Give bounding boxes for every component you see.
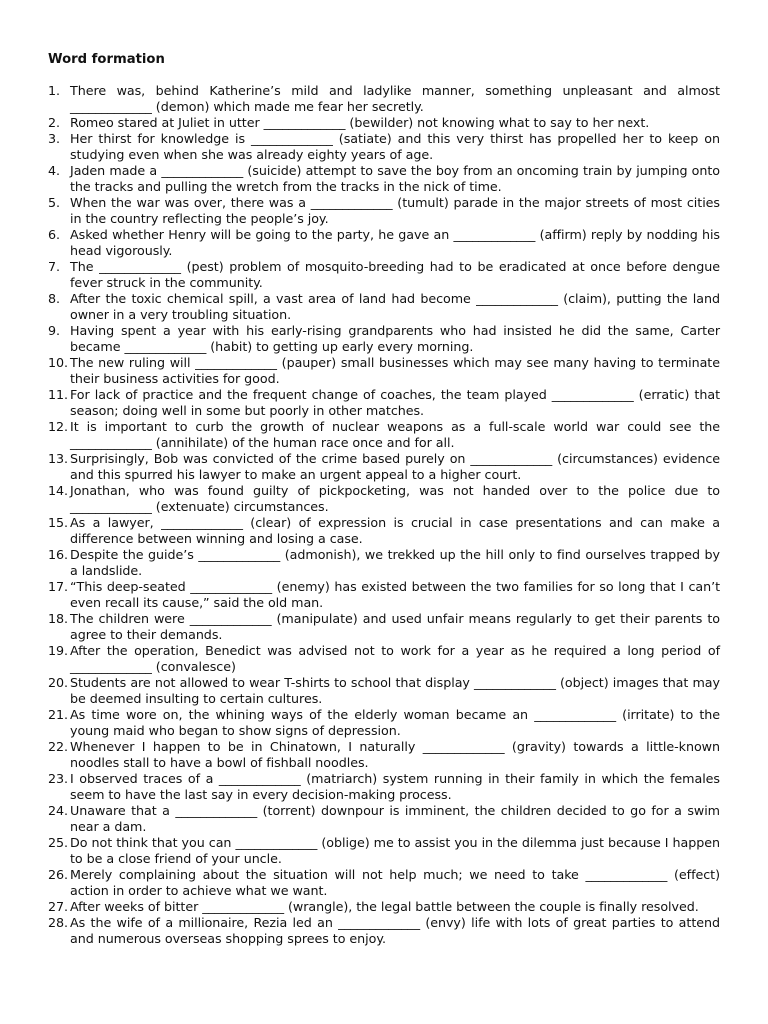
item-number: 13.	[48, 451, 69, 466]
item-text: For lack of practice and the frequent change of coaches, the team played _____________ (erratic) that season; doing well in some but poorly in other matches.	[70, 387, 720, 418]
item-text: As the wife of a millionaire, Rezia led an _____________ (envy) life with lots of great parties to attend and numerous overseas shopping sprees to enjoy.	[70, 915, 720, 946]
item-text: Jaden made a _____________ (suicide) attempt to save the boy from an oncoming train by jumping onto the tracks and pulling the wretch from the tracks in the nick of time.	[70, 163, 720, 194]
exercise-item-19	[48, 643, 720, 675]
item-text: Jonathan, who was found guilty of pickpocketing, was not handed over to the police due to _____________ (extenuate) circumstances.	[70, 483, 720, 514]
item-number: 27.	[48, 899, 69, 914]
item-text: I observed traces of a _____________ (matriarch) system running in their family in which the females seem to have the last say in every decision-making process.	[70, 771, 720, 802]
item-number: 18.	[48, 611, 69, 626]
item-text: As a lawyer, _____________ (clear) of expression is crucial in case presentations and can make a difference between winning and losing a case.	[70, 515, 720, 546]
item-number: 3.	[48, 131, 61, 146]
item-number: 7.	[48, 259, 61, 274]
exercise-item-14	[48, 483, 720, 515]
item-number: 8.	[48, 291, 61, 306]
exercise-item-9	[48, 323, 720, 355]
exercise-item-20	[48, 675, 720, 707]
exercise-item-2	[48, 115, 720, 131]
item-text: Her thirst for knowledge is _____________ (satiate) and this very thirst has propelled her to keep on studying even when she was already eighty years of age.	[70, 131, 720, 162]
exercise-item-25	[48, 835, 720, 867]
item-number: 16.	[48, 547, 69, 562]
item-number: 26.	[48, 867, 69, 882]
exercise-item-6	[48, 227, 720, 259]
exercise-item-17	[48, 579, 720, 611]
exercise-item-16	[48, 547, 720, 579]
item-text: Students are not allowed to wear T-shirts to school that display _____________ (object) images that may be deemed insulting to certain cultures.	[70, 675, 720, 706]
item-text: Do not think that you can _____________ (oblige) me to assist you in the dilemma just because I happen to be a close friend of your uncle.	[70, 835, 720, 866]
item-text: After weeks of bitter _____________ (wrangle), the legal battle between the couple is finally resolved.	[70, 899, 699, 914]
exercise-item-4	[48, 163, 720, 195]
item-text: Whenever I happen to be in Chinatown, I naturally _____________ (gravity) towards a little-known noodles stall to have a bowl of fishball noodles.	[70, 739, 720, 770]
exercise-item-3	[48, 131, 720, 163]
item-number: 10.	[48, 355, 69, 370]
item-text: Romeo stared at Juliet in utter _____________ (bewilder) not knowing what to say to her next.	[70, 115, 650, 130]
exercise-item-7	[48, 259, 720, 291]
item-number: 17.	[48, 579, 69, 594]
item-text: “This deep-seated _____________ (enemy) has existed between the two families for so long that I can’t even recall its cause,” said the old man.	[70, 579, 720, 610]
item-text: There was, behind Katherine’s mild and ladylike manner, something unpleasant and almost _____________ (demon) which made me fear her secretly.	[70, 83, 720, 114]
item-text: After the operation, Benedict was advised not to work for a year as he required a long period of _____________ (convalesce)	[70, 643, 720, 674]
item-number: 21.	[48, 707, 69, 722]
item-number: 1.	[48, 83, 61, 98]
item-number: 20.	[48, 675, 69, 690]
item-text: The _____________ (pest) problem of mosquito-breeding had to be eradicated at once before dengue fever struck in the community.	[70, 259, 720, 290]
item-number: 12.	[48, 419, 69, 434]
exercise-item-10	[48, 355, 720, 387]
exercise-item-11	[48, 387, 720, 419]
exercise-item-18	[48, 611, 720, 643]
item-number: 19.	[48, 643, 69, 658]
item-text: As time wore on, the whining ways of the elderly woman became an _____________ (irritate) to the young maid who began to show signs of depression.	[70, 707, 720, 738]
item-text: When the war was over, there was a _____________ (tumult) parade in the major streets of most cities in the country reflecting the people’s joy.	[70, 195, 720, 226]
exercise-item-5	[48, 195, 720, 227]
item-number: 5.	[48, 195, 61, 210]
item-number: 11.	[48, 387, 69, 402]
item-text: Having spent a year with his early-rising grandparents who had insisted he did the same, Carter became _____________ (habit) to getting up early every morning.	[70, 323, 720, 354]
exercise-item-22	[48, 739, 720, 771]
item-text: The children were _____________ (manipulate) and used unfair means regularly to get their parents to agree to their demands.	[70, 611, 720, 642]
item-number: 4.	[48, 163, 61, 178]
exercise-item-12	[48, 419, 720, 451]
exercise-item-1	[48, 83, 720, 115]
worksheet-title: Word formation	[48, 52, 165, 67]
item-number: 24.	[48, 803, 69, 818]
item-text: Surprisingly, Bob was convicted of the crime based purely on _____________ (circumstances) evidence and this spurred his lawyer to make an urgent appeal to a higher court.	[70, 451, 720, 482]
exercise-item-28	[48, 915, 720, 947]
exercise-list	[48, 83, 720, 947]
item-number: 28.	[48, 915, 69, 930]
item-number: 2.	[48, 115, 61, 130]
item-number: 6.	[48, 227, 61, 242]
item-text: Unaware that a _____________ (torrent) downpour is imminent, the children decided to go for a swim near a dam.	[70, 803, 720, 834]
item-number: 22.	[48, 739, 69, 754]
exercise-item-27	[48, 899, 720, 915]
exercise-item-23	[48, 771, 720, 803]
item-number: 25.	[48, 835, 69, 850]
exercise-item-24	[48, 803, 720, 835]
item-text: Despite the guide’s _____________ (admonish), we trekked up the hill only to find ourselves trapped by a landslide.	[70, 547, 720, 578]
item-number: 14.	[48, 483, 69, 498]
item-text: The new ruling will _____________ (pauper) small businesses which may see many having to terminate their business activities for good.	[70, 355, 720, 386]
item-number: 23.	[48, 771, 69, 786]
item-text: Asked whether Henry will be going to the party, he gave an _____________ (affirm) reply by nodding his head vigorously.	[70, 227, 720, 258]
exercise-item-21	[48, 707, 720, 739]
exercise-item-8	[48, 291, 720, 323]
item-number: 9.	[48, 323, 61, 338]
item-number: 15.	[48, 515, 69, 530]
item-text: It is important to curb the growth of nuclear weapons as a full-scale world war could see the _____________ (annihilate) of the human race once and for all.	[70, 419, 720, 450]
item-text: After the toxic chemical spill, a vast area of land had become _____________ (claim), putting the land owner in a very troubling situation.	[70, 291, 720, 322]
item-text: Merely complaining about the situation will not help much; we need to take _____________ (effect) action in order to achieve what we want.	[70, 867, 720, 898]
exercise-item-13	[48, 451, 720, 483]
worksheet	[48, 52, 720, 947]
exercise-item-26	[48, 867, 720, 899]
exercise-item-15	[48, 515, 720, 547]
